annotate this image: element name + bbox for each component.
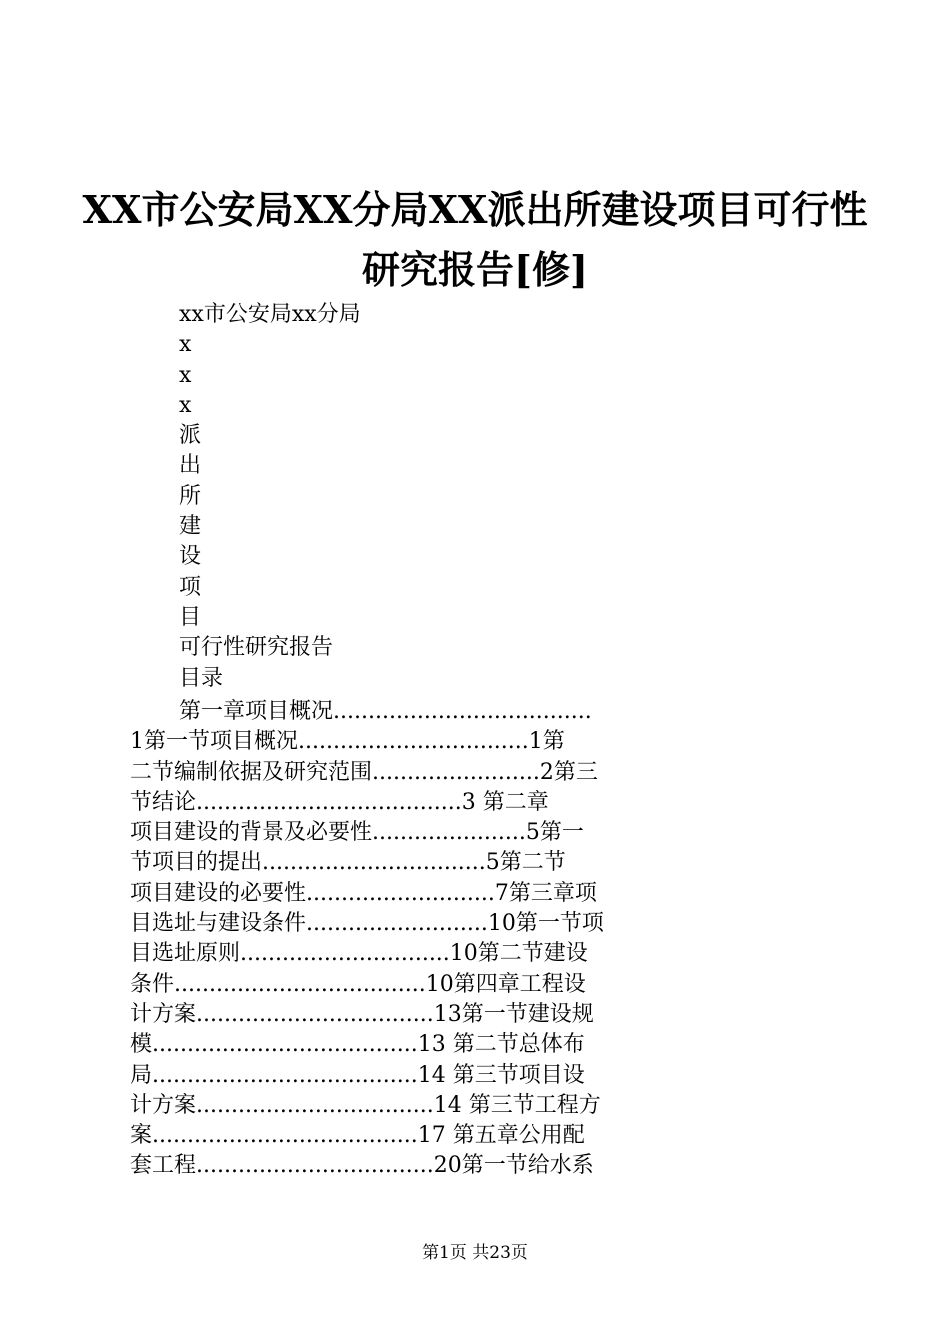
body-line: xx市公安局xx分局 xyxy=(179,302,361,327)
body-line: x xyxy=(179,362,192,388)
page-number-footer: 第1页 共23页 xyxy=(422,1243,528,1263)
body-line: 项 xyxy=(179,574,202,600)
toc-line: 项目建设的必要性...........................7第三章项 xyxy=(130,880,597,906)
body-line: 可行性研究报告 xyxy=(179,635,334,661)
body-line: x xyxy=(179,332,192,358)
toc-line: 条件....................................10第四章工程设 xyxy=(130,971,586,997)
toc-line: 目选址原则..............................10第二节建设 xyxy=(130,941,588,967)
toc-line: 节结论......................................3 第二章 xyxy=(130,789,549,815)
toc-line: 项目建设的背景及必要性......................5第一 xyxy=(130,820,584,846)
document-title-line-2: 研究报告[修] xyxy=(362,247,588,292)
toc-line: 套工程..................................20第一节给水系 xyxy=(130,1153,594,1179)
toc-line: 节项目的提出................................5第二节 xyxy=(130,850,566,876)
body-line: 出 xyxy=(179,453,202,479)
toc-line: 计方案..................................14 第三节工程方 xyxy=(130,1092,601,1118)
body-text-block xyxy=(179,300,361,694)
body-line: 目 xyxy=(179,604,202,630)
toc-heading: 目录 xyxy=(179,665,224,691)
toc-line: 案......................................17 第五章公用配 xyxy=(130,1123,585,1149)
toc-line: 第一章项目概况..................................... xyxy=(179,699,592,724)
body-line: 派 xyxy=(179,423,202,449)
toc-line: 二节编制依据及研究范围........................2第三 xyxy=(130,759,598,785)
body-line: 设 xyxy=(179,544,202,570)
body-line: x xyxy=(179,392,192,418)
toc-line: 模......................................13 第二节总体布 xyxy=(130,1032,585,1058)
body-line: 建 xyxy=(179,514,202,540)
table-of-contents xyxy=(130,697,835,1182)
body-line: 所 xyxy=(179,483,202,509)
toc-line: 计方案..................................13第一节建设规 xyxy=(130,1001,594,1027)
document-title-line-1: XX市公安局XX分局XX派出所建设项目可行性 xyxy=(82,187,868,232)
toc-line: 局......................................14 第三节项目设 xyxy=(130,1062,585,1088)
toc-line: 目选址与建设条件..........................10第一节项 xyxy=(130,911,604,937)
toc-line: 1第一节项目概况.................................1第 xyxy=(130,729,565,755)
